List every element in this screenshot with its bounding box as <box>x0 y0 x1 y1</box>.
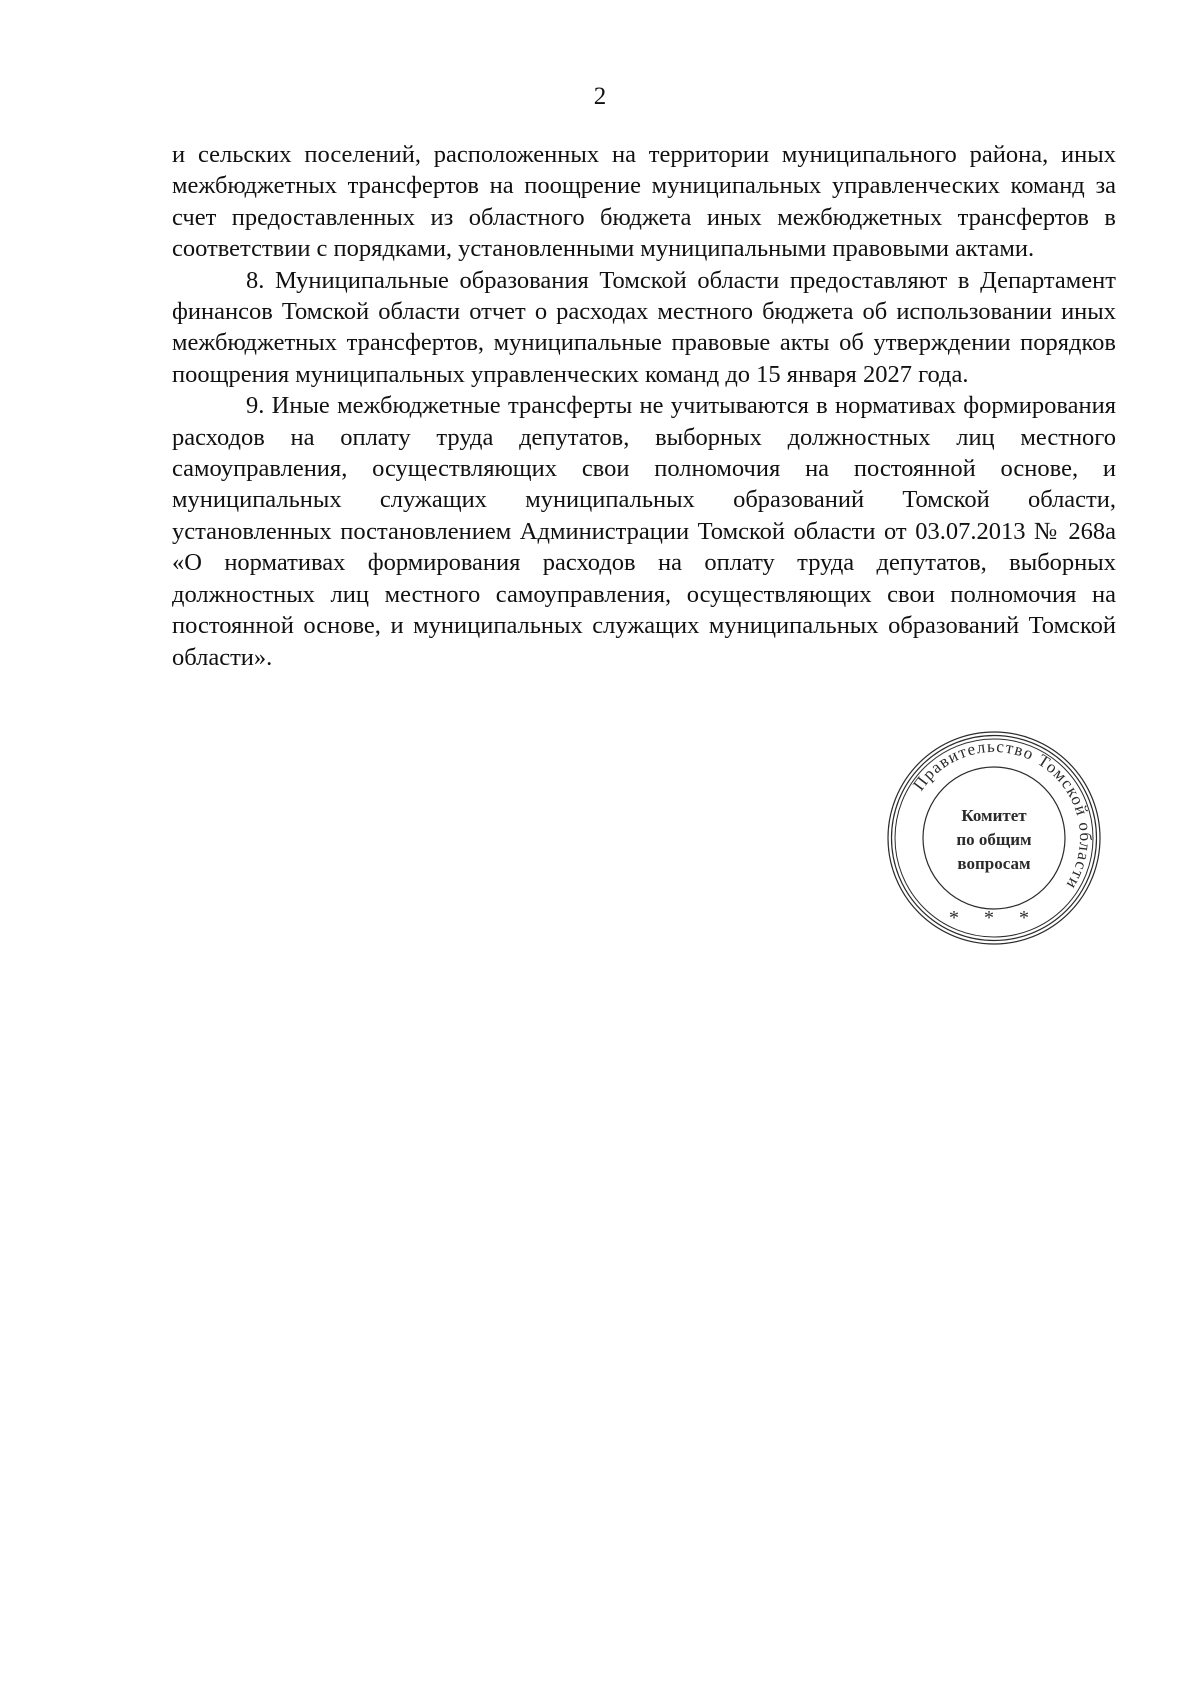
seal-stars: * * * <box>949 907 1039 929</box>
seal-ring-text: Правительство Томской области <box>909 736 1096 894</box>
seal-center-line-3: вопросам <box>957 854 1031 873</box>
seal-icon <box>884 728 1104 948</box>
seal-center-line-2: по общим <box>956 830 1032 849</box>
paragraph-item-9: 9. Иные межбюджетные трансферты не учитываются в нормативах формирования расходов на оплату труда депутатов, выборных должностных лиц местного самоуправления, осуществляющих свои полномочия на постоянной основе, и муниципальных служащих муниципальных образований Томской области, установленных постановлением Администрации Томской области от 03.07.2013 № 268а «О нормативах формирования расходов на оплату труда депутатов, выборных должностных лиц местного самоуправления, осуществляющих свои полномочия на постоянной основе, и муниципальных служащих муниципальных образований Томской области». <box>172 392 1116 671</box>
paragraph-item-8: 8. Муниципальные образования Томской области предоставляют в Департамент финансов Томской области отчет о расходах местного бюджета об использовании иных межбюджетных трансфертов, муниципальные правовые акты об утверждении порядков поощрения муниципальных управленческих команд до 15 января 2027 года. <box>172 266 1116 388</box>
page-number: 2 <box>593 83 607 110</box>
seal-center-line-1: Комитет <box>961 806 1027 825</box>
paragraph-continuation: и сельских поселений, расположенных на территории муниципального района, иных межбюджетных трансфертов на поощрение муниципальных управленческих команд за счет предоставленных из областного бюджета иных межбюджетных трансфертов в соответствии с порядками, установленными муниципальными правовыми актами. <box>172 141 1116 263</box>
official-seal <box>884 728 1104 948</box>
document-body <box>172 139 1116 673</box>
